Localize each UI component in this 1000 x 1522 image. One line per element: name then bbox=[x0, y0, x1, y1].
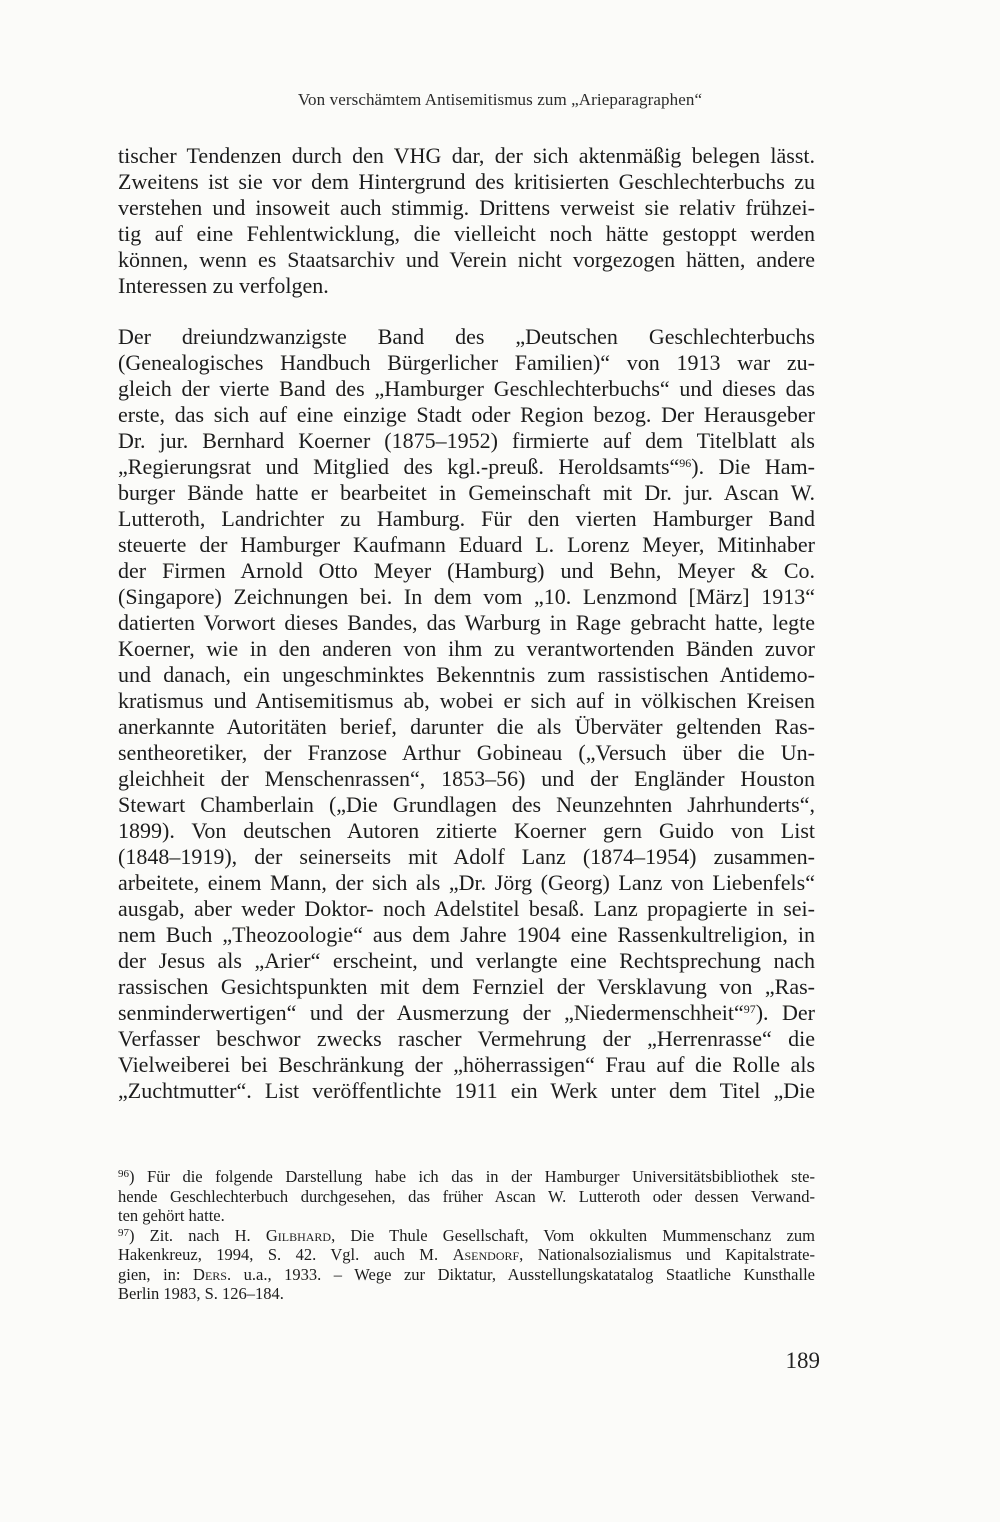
text-line: „Zuchtmutter“. List veröffentlichte 1911 ein Werk unter dem Titel „Die bbox=[118, 1078, 815, 1103]
footnote-line bbox=[118, 1245, 815, 1265]
paragraph-gap bbox=[118, 299, 815, 324]
page-number: 189 bbox=[785, 1348, 820, 1373]
text-line: gleich der vierte Band des „Hamburger Geschlechterbuchs“ und dieses das bbox=[118, 376, 815, 401]
text-segment: „Regierungsrat und Mitglied des kgl.-preuß. Heroldsamts“ bbox=[118, 454, 680, 479]
text-line: verstehen und insoweit auch stimmig. Drittens verweist sie relativ frühzei- bbox=[118, 195, 815, 220]
footnote-ref-96[interactable]: 96 bbox=[679, 456, 692, 470]
footnote-line bbox=[118, 1265, 815, 1285]
text-segment: Hakenkreuz, 1994, S. 42. Vgl. auch M. bbox=[118, 1245, 453, 1264]
footnote-line bbox=[118, 1226, 815, 1246]
text-line: der Firmen Arnold Otto Meyer (Hamburg) und Behn, Meyer & Co. bbox=[118, 558, 815, 583]
text-segment: ). Die Ham- bbox=[691, 454, 815, 479]
footnote-line: hende Geschlechterbuch durchgesehen, das früher Ascan W. Lutteroth oder dessen Verwand- bbox=[118, 1186, 815, 1206]
footnote-97 bbox=[118, 1226, 815, 1304]
text-line: arbeitete, einem Mann, der sich als „Dr. Jörg (Georg) Lanz von Liebenfels“ bbox=[118, 870, 815, 895]
text-line: rassischen Gesichtspunkten mit dem Fernziel der Versklavung von „Ras- bbox=[118, 974, 815, 999]
text-line: können, wenn es Staatsarchiv und Verein nicht vorgezogen hätten, andere bbox=[118, 247, 815, 272]
footnote-ref-97[interactable]: 97 bbox=[743, 1002, 756, 1016]
text-line: (Genealogisches Handbuch Bürgerlicher Familien)“ von 1913 war zu- bbox=[118, 350, 815, 375]
running-head: Von verschämtem Antisemitismus zum „Arieparagraphen“ bbox=[297, 90, 703, 109]
text-segment: senminderwertigen“ und der Ausmerzung der „Niedermenschheit“ bbox=[118, 1000, 744, 1025]
author-name: Asendorf bbox=[452, 1245, 520, 1264]
text-line: burger Bände hatte er bearbeitet in Gemeinschaft mit Dr. jur. Ascan W. bbox=[118, 480, 815, 505]
paragraph-1 bbox=[118, 143, 815, 299]
text-segment: ) Für die folgende Darstellung habe ich das in der Hamburger Universitätsbibliothek ste- bbox=[129, 1167, 815, 1186]
text-line: steuerte der Hamburger Kaufmann Eduard L. Lorenz Meyer, Mitinhaber bbox=[118, 532, 815, 557]
text-line: der Jesus als „Arier“ erscheint, und verlangte eine Rechtsprechung nach bbox=[118, 948, 815, 973]
footnote-line: ten gehört hatte. bbox=[118, 1206, 225, 1225]
text-line: Dr. jur. Bernhard Koerner (1875–1952) firmierte auf dem Titelblatt als bbox=[118, 428, 815, 453]
text-segment: ) Zit. nach H. bbox=[129, 1225, 266, 1245]
text-line: datierten Vorwort dieses Bandes, das Warburg in Rage gebracht hatte, legte bbox=[118, 610, 815, 635]
footnote-number: 97 bbox=[118, 1226, 129, 1239]
text-segment: . u.a., 1933. – Wege zur Diktatur, Ausstellungskatatalog Staatliche Kunsthalle bbox=[226, 1264, 815, 1284]
text-line: Der dreiundzwanzigste Band des „Deutschen Geschlechterbuchs bbox=[118, 324, 815, 349]
body-text bbox=[118, 143, 815, 1104]
text-line: Stewart Chamberlain („Die Grundlagen des Neunzehnten Jahrhunderts“, bbox=[118, 792, 815, 817]
text-line bbox=[118, 1000, 815, 1026]
text-segment: , Die Thule Gesellschaft, Vom okkulten Mummenschanz zum bbox=[331, 1225, 815, 1245]
text-line: Interessen zu verfolgen. bbox=[118, 273, 329, 298]
text-line: tischer Tendenzen durch den VHG dar, der sich aktenmäßig belegen lässt. bbox=[118, 143, 815, 168]
text-line: 1899). Von deutschen Autoren zitierte Koerner gern Guido von List bbox=[118, 818, 815, 843]
text-segment: , Nationalsozialismus und Kapitalstrate- bbox=[519, 1245, 815, 1264]
text-line: Vielweiberei bei Beschränkung der „höherrassigen“ Frau auf die Rolle als bbox=[118, 1052, 815, 1077]
text-line: und danach, ein ungeschminktes Bekenntnis zum rassistischen Antidemo- bbox=[118, 662, 815, 687]
author-name: Gilbhard bbox=[265, 1225, 332, 1245]
footnote-number: 96 bbox=[118, 1168, 129, 1180]
text-line: ausgab, aber weder Doktor- noch Adelstitel besaß. Lanz propagierte in sei- bbox=[118, 896, 815, 921]
text-line bbox=[118, 454, 815, 480]
paragraph-2 bbox=[118, 324, 815, 1104]
text-segment: gien, in: bbox=[118, 1264, 194, 1284]
footnotes bbox=[118, 1167, 815, 1304]
footnote-line: Berlin 1983, S. 126–184. bbox=[118, 1284, 284, 1303]
text-line: Lutteroth, Landrichter zu Hamburg. Für den vierten Hamburger Band bbox=[118, 506, 815, 531]
text-line: (1848–1919), der seinerseits mit Adolf Lanz (1874–1954) zusammen- bbox=[118, 844, 815, 869]
text-line: nem Buch „Theozoologie“ aus dem Jahre 1904 eine Rassenkultreligion, in bbox=[118, 922, 815, 947]
footnote-line bbox=[118, 1167, 815, 1187]
text-line: (Singapore) Zeichnungen bei. In dem vom „10. Lenzmond [März] 1913“ bbox=[118, 584, 815, 609]
text-line: kratismus und Antisemitismus ab, wobei er sich auf in völkischen Kreisen bbox=[118, 688, 815, 713]
footnote-96 bbox=[118, 1167, 815, 1226]
text-line: sentheoretiker, der Franzose Arthur Gobineau („Versuch über die Un- bbox=[118, 740, 815, 765]
text-line: Verfasser beschwor zwecks rascher Vermehrung der „Herrenrasse“ die bbox=[118, 1026, 815, 1051]
text-line: tig auf eine Fehlentwicklung, die vielleicht noch hätte gestoppt werden bbox=[118, 221, 815, 246]
text-segment: ). Der bbox=[755, 1000, 815, 1025]
text-line: anerkannte Autoritäten berief, darunter die als Überväter geltenden Ras- bbox=[118, 714, 815, 739]
text-line: Zweitens ist sie vor dem Hintergrund des kritisierten Geschlechterbuchs zu bbox=[118, 169, 815, 194]
author-name: Ders bbox=[193, 1264, 227, 1284]
text-line: Koerner, wie in den anderen von ihm zu verantwortenden Bänden zuvor bbox=[118, 636, 815, 661]
text-line: gleichheit der Menschenrassen“, 1853–56) und der Engländer Houston bbox=[118, 766, 815, 791]
text-line: erste, das sich auf eine einzige Stadt oder Region bezog. Der Herausgeber bbox=[118, 402, 815, 427]
